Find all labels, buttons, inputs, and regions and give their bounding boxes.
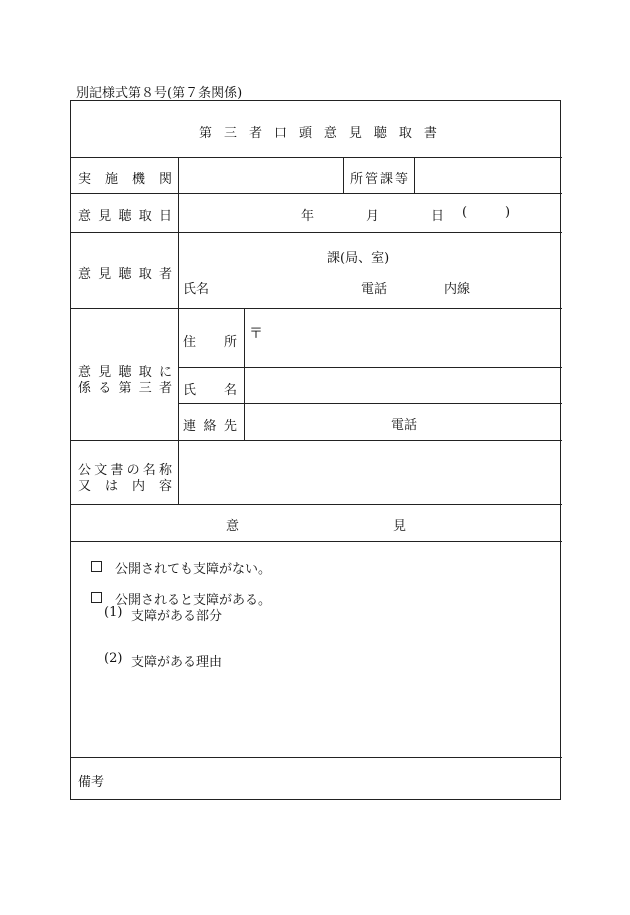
document-label-line2: 又 は 内 容: [78, 479, 172, 494]
hearer-name-label: 氏名: [183, 282, 210, 297]
document-label-line1: 公 文 書 の 名 称: [78, 463, 172, 478]
dept-field[interactable]: [415, 158, 561, 193]
third-party-name-label: 氏 名: [183, 383, 237, 398]
dept-label: 所 管 課 等: [350, 172, 408, 187]
opinion-area: [71, 542, 562, 757]
year-unit: 年: [301, 209, 315, 224]
part-number: (1): [104, 605, 123, 620]
weekday-close: ): [505, 205, 511, 220]
hearer-field[interactable]: [179, 233, 562, 308]
address-label: 住 所: [183, 335, 237, 350]
reason-number: (2): [104, 651, 123, 666]
hearing-form: [70, 100, 561, 800]
weekday-open: (: [462, 205, 468, 220]
hearer-label: 意 見 聴 取 者: [78, 267, 172, 282]
date-label: 意 見 聴 取 日: [78, 209, 172, 224]
postal-mark: 〒: [249, 326, 263, 342]
division-label: 課(局、室): [327, 251, 390, 266]
no-hindrance-checkbox[interactable]: [91, 561, 102, 572]
remarks-label: 備考: [78, 775, 105, 790]
hearing-date-field[interactable]: [179, 194, 562, 232]
third-party-label-line2: 係 る 第 三 者: [78, 381, 172, 396]
document-field[interactable]: [179, 441, 562, 504]
third-party-label-line1: 意 見 聴 取 に: [78, 365, 172, 380]
no-hindrance-label: 公開されても支障がない。: [115, 562, 272, 577]
opinion-header: 意 見: [226, 519, 406, 534]
extension-label: 内線: [444, 282, 471, 297]
form-label: 別記様式第８号(第７条関係): [76, 86, 243, 101]
agency-label: 実 施 機 関: [78, 172, 172, 187]
hindrance-label: 公開されると支障がある。: [115, 593, 272, 608]
hearer-phone-label: 電話: [361, 282, 388, 297]
form-title: 第 三 者 口 頭 意 見 聴 取 書: [199, 126, 437, 141]
contact-phone-label: 電話: [391, 418, 418, 433]
month-unit: 月: [366, 209, 380, 224]
hindrance-checkbox[interactable]: [91, 592, 102, 603]
rule: [343, 157, 344, 193]
remarks-field[interactable]: [111, 758, 561, 799]
contact-label: 連 絡 先: [183, 419, 237, 434]
agency-field[interactable]: [179, 158, 343, 193]
day-unit: 日: [431, 209, 445, 224]
third-party-name-field[interactable]: [245, 368, 562, 403]
part-label: 支障がある部分: [131, 609, 223, 624]
address-field[interactable]: [245, 309, 562, 367]
reason-label: 支障がある理由: [131, 655, 223, 670]
contact-field[interactable]: [245, 404, 562, 440]
rule: [71, 504, 562, 505]
